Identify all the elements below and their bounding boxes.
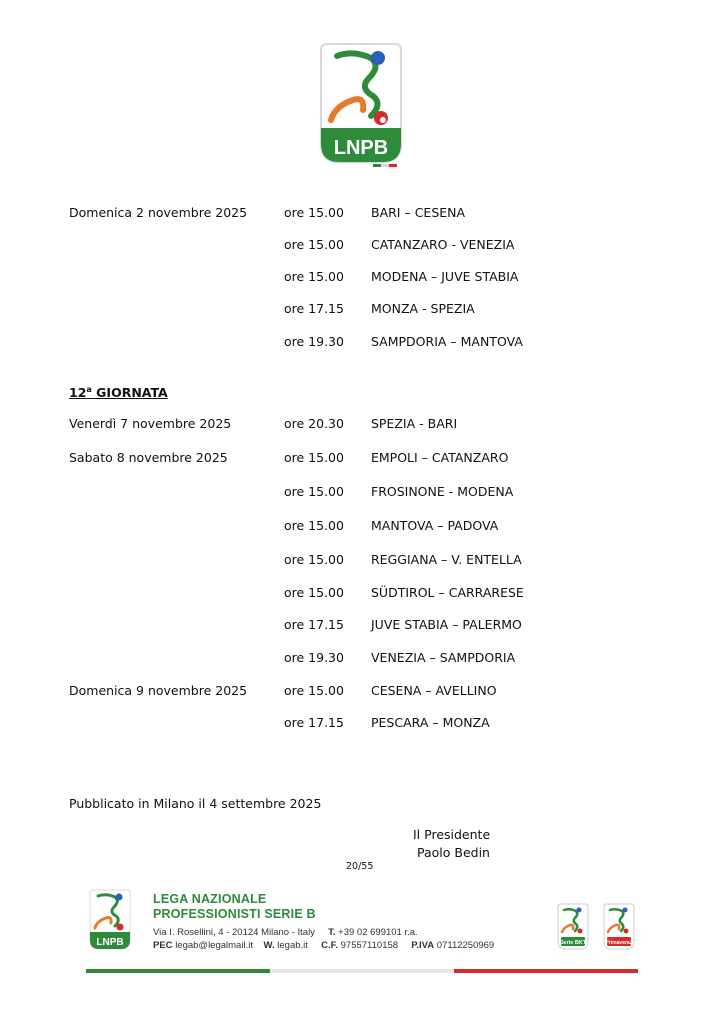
- footer-bar-green: [86, 969, 270, 973]
- serie-bkt-badge: [555, 903, 591, 951]
- footer-web[interactable]: legab.it: [277, 940, 308, 951]
- date-cell: Venerdì 7 novembre 2025: [69, 416, 232, 431]
- signature-name: Paolo Bedin: [417, 845, 490, 860]
- section-heading: [69, 382, 168, 401]
- web-label: W.: [263, 940, 275, 951]
- match-cell: REGGIANA – V. ENTELLA: [371, 552, 522, 567]
- footer-contacts-line: [153, 939, 494, 952]
- time-cell: ore 15.00: [284, 269, 344, 284]
- lnpb-logo: [313, 40, 409, 172]
- time-cell: ore 15.00: [284, 552, 344, 567]
- match-cell: EMPOLI – CATANZARO: [371, 450, 509, 465]
- match-cell: VENEZIA – SAMPDORIA: [371, 650, 516, 665]
- footer-bar-white: [270, 969, 454, 973]
- time-cell: ore 19.30: [284, 334, 344, 349]
- footer-logo-text: LNPB: [96, 937, 124, 948]
- time-cell: ore 17.15: [284, 617, 344, 632]
- footer-cf: 97557110158: [340, 940, 399, 951]
- footer-phone: +39 02 699101 r.a.: [338, 927, 418, 938]
- footer-logo: [86, 888, 134, 954]
- footer-bar-red: [454, 969, 638, 973]
- signature-role: Il Presidente: [413, 827, 491, 842]
- time-cell: ore 15.00: [284, 205, 344, 220]
- match-cell: CATANZARO - VENEZIA: [371, 237, 515, 252]
- section-sup: a: [86, 385, 92, 394]
- pec-label: PEC: [153, 940, 173, 951]
- match-cell: BARI – CESENA: [371, 205, 466, 220]
- time-cell: ore 15.00: [284, 484, 344, 499]
- time-cell: ore 17.15: [284, 301, 344, 316]
- match-cell: MANTOVA – PADOVA: [371, 518, 499, 533]
- logo-text: LNPB: [333, 137, 389, 159]
- footer-address: Via I. Rosellini, 4 - 20124 Milano - Italy: [153, 927, 315, 938]
- match-cell: SÜDTIROL – CARRARESE: [371, 585, 524, 600]
- footer-piva: 07112250969: [436, 940, 495, 951]
- time-cell: ore 15.00: [284, 518, 344, 533]
- match-cell: CESENA – AVELLINO: [371, 683, 497, 698]
- piva-label: P.IVA: [411, 940, 435, 951]
- date-cell: Domenica 2 novembre 2025: [69, 205, 248, 220]
- time-cell: ore 15.00: [284, 450, 344, 465]
- footer-title-2: PROFESSIONISTI SERIE B: [153, 907, 316, 921]
- footer-pec[interactable]: legab@legalmail.it: [175, 940, 253, 951]
- time-cell: ore 17.15: [284, 715, 344, 730]
- date-cell: Domenica 9 novembre 2025: [69, 683, 248, 698]
- time-cell: ore 15.00: [284, 585, 344, 600]
- match-cell: FROSINONE - MODENA: [371, 484, 514, 499]
- published-note: Pubblicato in Milano il 4 settembre 2025: [69, 796, 322, 811]
- phone-label: T.: [328, 927, 336, 938]
- time-cell: ore 15.00: [284, 237, 344, 252]
- badge2-text: Primavera2: [605, 940, 633, 946]
- date-cell: Sabato 8 novembre 2025: [69, 450, 228, 465]
- match-cell: PESCARA – MONZA: [371, 715, 490, 730]
- page-number: 20/55: [346, 861, 374, 872]
- time-cell: ore 20.30: [284, 416, 344, 431]
- cf-label: C.F.: [321, 940, 338, 951]
- primavera-badge: [601, 903, 637, 951]
- match-cell: MONZA - SPEZIA: [371, 301, 475, 316]
- footer-address-line: [153, 926, 418, 939]
- match-cell: MODENA – JUVE STABIA: [371, 269, 519, 284]
- match-cell: JUVE STABIA – PALERMO: [371, 617, 522, 632]
- match-cell: SAMPDORIA – MANTOVA: [371, 334, 523, 349]
- section-title: GIORNATA: [91, 385, 168, 401]
- footer-title-1: LEGA NAZIONALE: [153, 892, 267, 906]
- time-cell: ore 19.30: [284, 650, 344, 665]
- badge1-text: Serie BKT: [559, 940, 587, 946]
- match-cell: SPEZIA - BARI: [371, 416, 458, 431]
- time-cell: ore 15.00: [284, 683, 344, 698]
- section-number: 12: [69, 385, 87, 401]
